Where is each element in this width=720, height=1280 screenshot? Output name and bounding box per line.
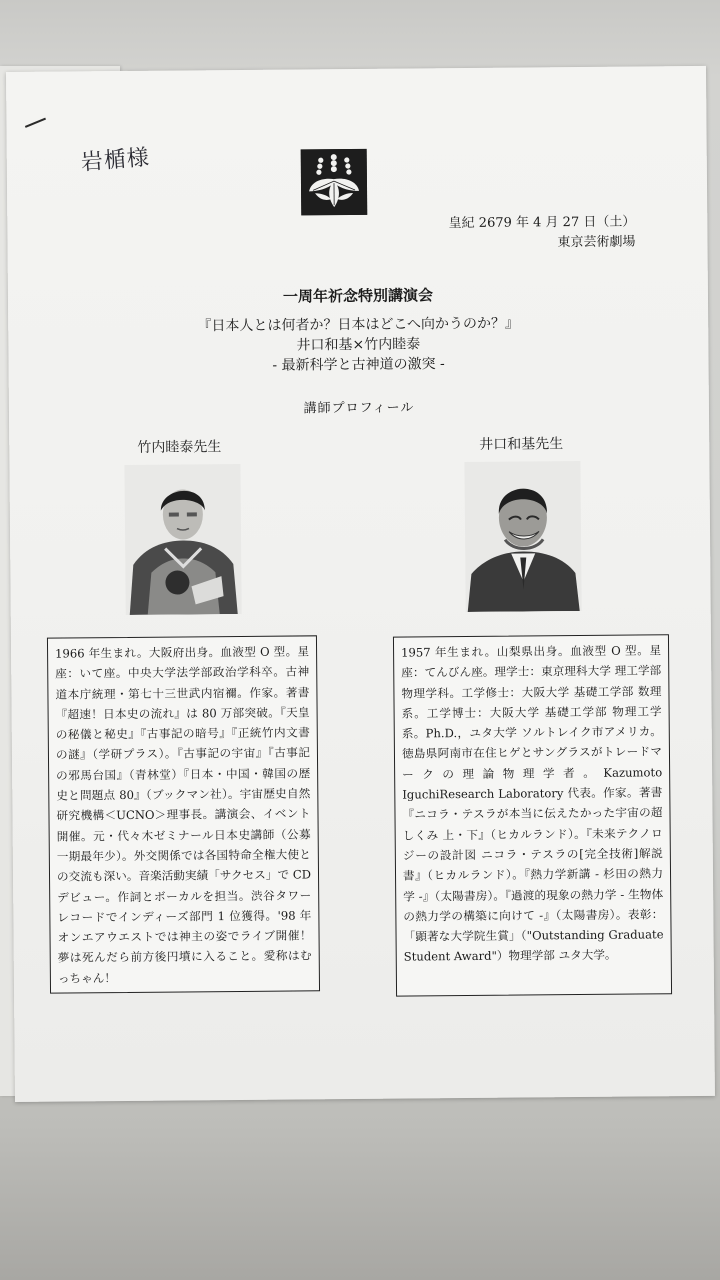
bio-iguchi: 1957 年生まれ。山梨県出身。血液型 O 型。星座：てんびん座。理学士：東京理科大学 理工学部 物理学科。工学修士：大阪大学 基礎工学部 数理系。工学博士：大阪大学 基礎工学部 物理工学系。Ph.D.，ユタ大学 ソルトレイク市アメリカ。徳島県阿南市在住ヒゲとサングラスがトレードマークの理論物理学者。Kazumoto IguchiResearch Laboratory 代表。作家。著書『ニコラ・テスラが本当に伝えたかった宇宙の超しくみ 上・下』（ヒカルランド）。『未来テクノロジーの設計図 ニコラ・テスラの[完全技術]解説書』（ヒカルランド）。『熱力学新講 - 杉田の熱力学 -』（太陽書房）。『過渡的現象の熱力学 - 生物体の熱力学の構築に向けて -』（太陽書房）。表彰：「顕著な大学院生賞」（"Outstanding Graduate Student Award"）物理学部 ユタ大学。 xyxy=(393,634,672,996)
event-date: 皇紀 2679 年 4 月 27 日（土） xyxy=(448,214,636,232)
profile-heading: 講師プロフィール xyxy=(303,400,415,417)
handwritten-note: 岩楯様 xyxy=(80,145,151,176)
speaker-name-iguchi: 井口和基先生 xyxy=(479,436,564,453)
subtitle-theme: - 最新科学と古神道の激突 - xyxy=(272,356,445,374)
event-title: 一周年祈念特別講演会 xyxy=(282,286,434,306)
event-subtitle xyxy=(8,312,708,378)
subtitle-question: 『日本人とは何者か？日本はどこへ向かうのか？』 xyxy=(197,315,520,335)
pen-mark xyxy=(25,118,46,128)
speaker-name-takeuchi: 竹内睦泰先生 xyxy=(137,439,222,456)
subtitle-speakers: 井口和基×竹内睦泰 xyxy=(296,336,421,354)
event-date-venue xyxy=(449,213,636,255)
bio-takeuchi: 1966 年生まれ。大阪府出身。血液型 O 型。星座：いて座。中央大学法学部政治学科卒。古神道本庁統理・第七十三世武内宿禰。作家。著書『超速！日本史の流れ』は 80 万部突破。『天皇の秘儀と秘史』『古事記の暗号』『正統竹内文書の謎』（学研プラス）。『古事記の宇宙』『古事記の邪馬台国』（青林堂）『日本・中国・韓国の歴史と問題点 80』（ブックマン社）。宇宙歴史自然研究機構＜UCNO＞理事長。講演会、イベント開催。元・代々木ゼミナール日本史講師（公募一期最年少）。外交関係では各国特命全権大使との交流も深い。音楽活動実績「サクセス」で CD デビュー。作詞とボーカルを担当。渋谷タワーレコードでインディーズ部門 1 位獲得。'98 年オンエアウエストでは神主の姿でライブ開催！夢は死んだら前方後円墳に入ること。愛称はむっちゃん！ xyxy=(47,635,320,993)
flyer-page xyxy=(6,66,715,1102)
speaker-photo-takeuchi xyxy=(124,464,241,615)
paulownia-crest-icon xyxy=(301,149,368,216)
event-venue: 東京芸術劇場 xyxy=(557,234,636,251)
speaker-photo-iguchi xyxy=(464,461,581,612)
